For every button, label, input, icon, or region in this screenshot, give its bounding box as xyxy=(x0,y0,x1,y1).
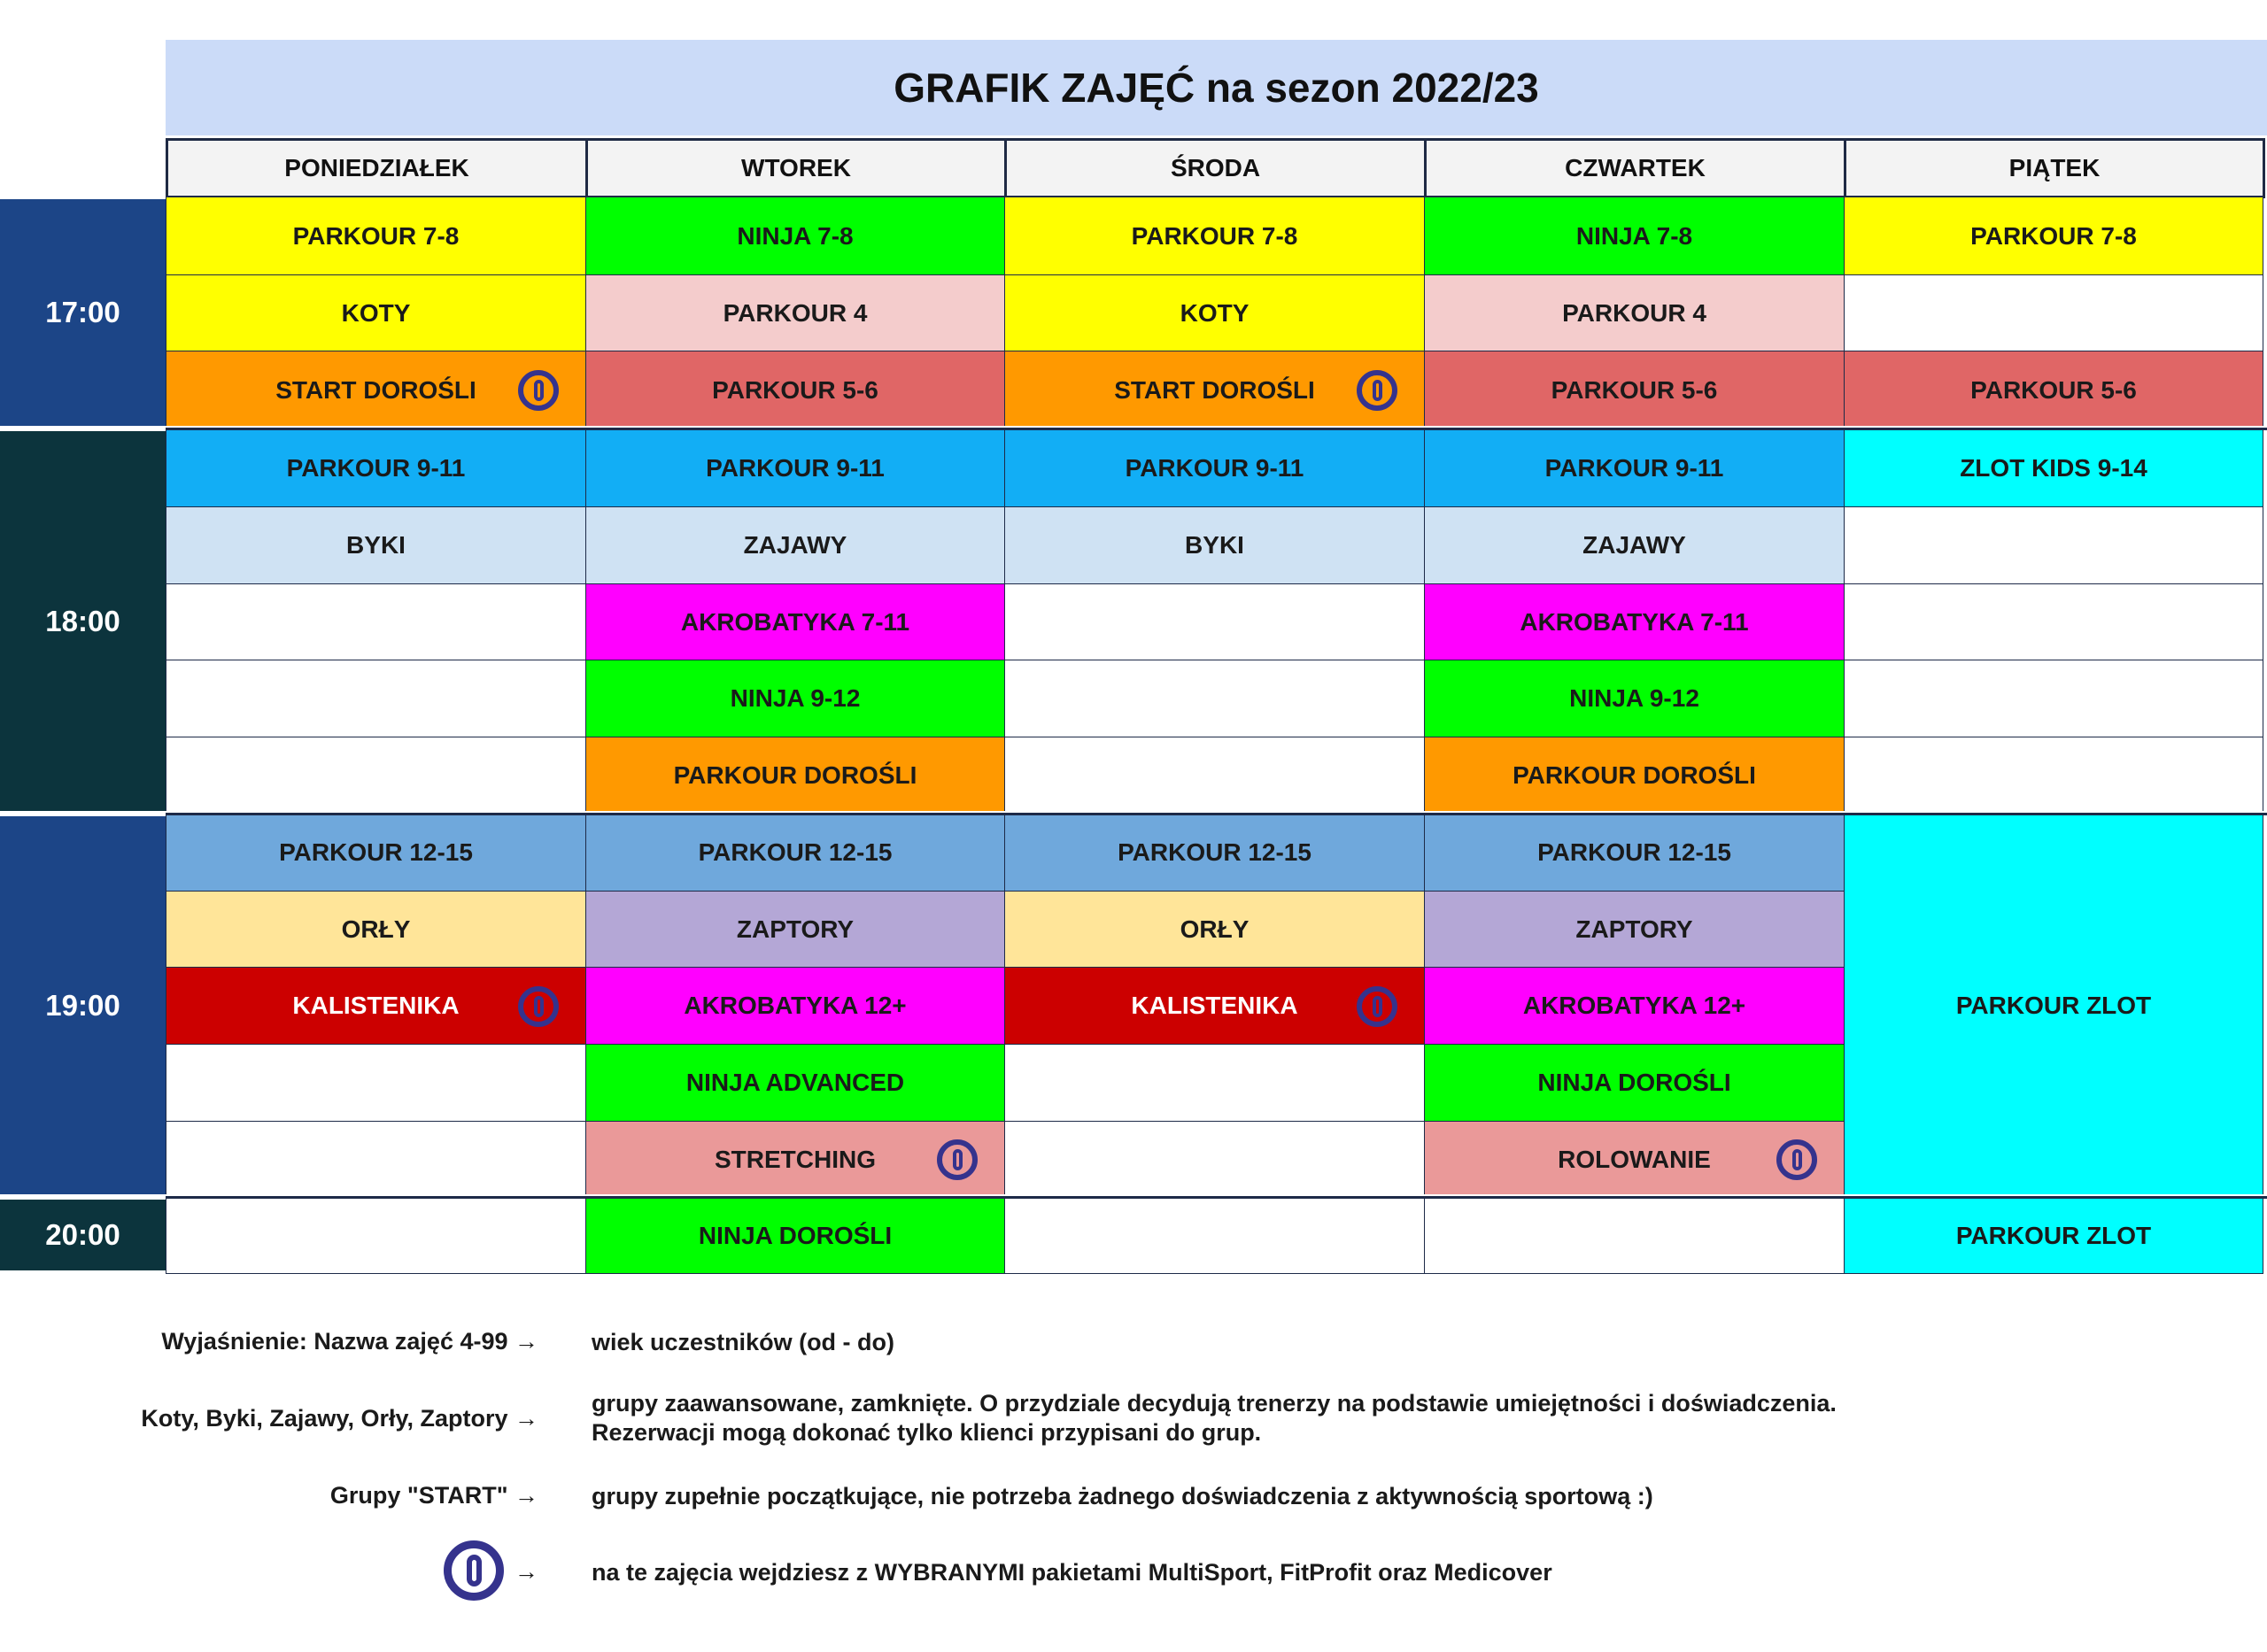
class-cell xyxy=(1424,660,1845,737)
class-name: ORŁY xyxy=(341,915,411,943)
time-slot-label: 19:00 xyxy=(0,816,166,1194)
class-name: NINJA DOROŚLI xyxy=(1537,1069,1731,1096)
class-cell xyxy=(585,737,1005,814)
class-name: BYKI xyxy=(346,531,406,559)
class-cell xyxy=(1424,274,1845,351)
multisport-icon xyxy=(1357,370,1397,411)
legend-line3-text: grupy zupełnie początkujące, nie potrzeba żadnego doświadczenia z aktywnością sportową :) xyxy=(592,1483,1653,1509)
class-name: ZAJAWY xyxy=(743,531,847,559)
empty-cell xyxy=(1844,506,2263,584)
class-name: PARKOUR 12-15 xyxy=(1118,838,1311,866)
class-cell xyxy=(166,351,586,429)
class-cell xyxy=(1424,583,1845,660)
time-block-separator-line xyxy=(166,428,2267,430)
class-cell xyxy=(1424,1044,1845,1122)
class-name: NINJA 9-12 xyxy=(1569,684,1699,712)
empty-cell xyxy=(1004,583,1425,660)
class-cell xyxy=(1844,197,2263,275)
class-cell xyxy=(585,814,1005,892)
empty-cell xyxy=(166,1121,586,1198)
class-name: PARKOUR DOROŚLI xyxy=(1513,761,1756,789)
class-name: AKROBATYKA 7-11 xyxy=(680,607,910,636)
class-cell xyxy=(585,428,1005,507)
class-cell xyxy=(585,891,1005,968)
class-cell xyxy=(1004,274,1425,351)
class-name: PARKOUR ZLOT xyxy=(1955,992,2152,1019)
class-cell xyxy=(585,1044,1005,1122)
day-header: ŚRODA xyxy=(1004,138,1427,198)
class-name: NINJA 7-8 xyxy=(737,221,854,250)
empty-cell xyxy=(1844,583,2263,660)
class-name: ORŁY xyxy=(1180,915,1250,943)
class-cell xyxy=(1424,967,1845,1045)
class-name: AKROBATYKA 12+ xyxy=(684,992,907,1019)
class-cell xyxy=(166,891,586,968)
class-name: KOTY xyxy=(1180,298,1250,327)
empty-cell xyxy=(1004,1197,1425,1274)
class-cell xyxy=(166,506,586,584)
class-name: BYKI xyxy=(1185,531,1244,559)
time-block-separator-line xyxy=(166,813,2267,815)
class-cell xyxy=(1424,1121,1845,1198)
class-cell xyxy=(1004,197,1425,275)
class-name: PARKOUR 9-11 xyxy=(286,453,466,482)
schedule-title: GRAFIK ZAJĘĆ na sezon 2022/23 xyxy=(166,40,2267,135)
class-cell xyxy=(1004,891,1425,968)
class-name: PARKOUR 7-8 xyxy=(1131,221,1298,250)
legend-line2-text xyxy=(592,1389,1837,1447)
class-cell xyxy=(1424,814,1845,892)
class-name: PARKOUR 9-11 xyxy=(1544,453,1724,482)
empty-cell xyxy=(1004,1044,1425,1122)
empty-cell xyxy=(1844,660,2263,737)
class-cell xyxy=(585,506,1005,584)
empty-cell xyxy=(166,737,586,814)
class-cell xyxy=(166,274,586,351)
class-name: NINJA ADVANCED xyxy=(685,1069,905,1096)
empty-cell xyxy=(1844,274,2263,351)
class-name: ROLOWANIE xyxy=(1558,1145,1711,1173)
day-header: WTOREK xyxy=(585,138,1007,198)
class-name: NINJA DOROŚLI xyxy=(698,1221,893,1249)
class-cell xyxy=(585,197,1005,275)
class-cell xyxy=(1424,891,1845,968)
class-cell xyxy=(1004,506,1425,584)
class-cell xyxy=(1844,814,2263,1198)
legend-line4-text: na te zajęcia wejdziesz z WYBRANYMI pakietami MultiSport, FitProfit oraz Medicover xyxy=(592,1559,1552,1586)
class-name: PARKOUR 5-6 xyxy=(1970,375,2137,404)
class-cell xyxy=(1424,506,1845,584)
class-cell xyxy=(1844,1197,2263,1274)
class-cell xyxy=(1424,737,1845,814)
class-name: AKROBATYKA 12+ xyxy=(1522,992,1746,1019)
class-cell xyxy=(1424,351,1845,429)
class-cell xyxy=(1424,197,1845,275)
day-header: PIĄTEK xyxy=(1844,138,2265,198)
class-name: PARKOUR 9-11 xyxy=(706,453,885,482)
class-name: STRETCHING xyxy=(715,1145,876,1173)
empty-cell xyxy=(1004,1121,1425,1198)
class-name: PARKOUR 7-8 xyxy=(292,221,460,250)
class-name: PARKOUR 7-8 xyxy=(1970,221,2137,250)
class-name: PARKOUR 9-11 xyxy=(1125,453,1304,482)
class-cell xyxy=(585,351,1005,429)
class-cell xyxy=(585,967,1005,1045)
class-name: START DOROŚLI xyxy=(275,375,476,404)
class-cell xyxy=(585,274,1005,351)
multisport-icon xyxy=(937,1139,978,1180)
multisport-icon xyxy=(1357,986,1397,1027)
multisport-icon xyxy=(518,370,559,411)
class-cell xyxy=(1004,814,1425,892)
class-name: PARKOUR 12-15 xyxy=(698,838,893,866)
class-name: PARKOUR 4 xyxy=(723,298,868,327)
empty-cell xyxy=(166,660,586,737)
class-cell xyxy=(585,583,1005,660)
class-name: PARKOUR DOROŚLI xyxy=(673,761,917,789)
class-cell xyxy=(1004,428,1425,507)
class-name: KALISTENIKA xyxy=(1131,992,1298,1019)
legend-line2-key: Koty, Byki, Zajawy, Orły, Zaptory → xyxy=(141,1405,538,1432)
class-name: KOTY xyxy=(341,298,411,327)
class-cell xyxy=(1844,351,2263,429)
class-cell xyxy=(1844,428,2263,507)
day-header: PONIEDZIAŁEK xyxy=(166,138,588,198)
class-name: PARKOUR 5-6 xyxy=(712,375,878,404)
legend-line1-text: wiek uczestników (od - do) xyxy=(592,1329,895,1355)
legend-line2-text-1: grupy zaawansowane, zamknięte. O przydziale decydują trenerzy na podstawie umiejętności i doświadczenia. xyxy=(592,1390,1837,1417)
legend-line2-text-2: Rezerwacji mogą dokonać tylko klienci przypisani do grup. xyxy=(592,1419,1262,1446)
empty-cell xyxy=(1004,737,1425,814)
legend-line3-key: Grupy "START" → xyxy=(329,1482,538,1509)
class-cell xyxy=(585,660,1005,737)
time-slot-label: 20:00 xyxy=(0,1200,166,1270)
class-name: ZLOT KIDS 9-14 xyxy=(1960,453,2147,482)
empty-cell xyxy=(166,1197,586,1274)
time-slot-label: 18:00 xyxy=(0,431,166,811)
class-cell xyxy=(166,197,586,275)
class-name: ZAPTORY xyxy=(1575,915,1693,943)
class-cell xyxy=(1004,967,1425,1045)
day-header: CZWARTEK xyxy=(1424,138,1846,198)
class-name: AKROBATYKA 7-11 xyxy=(1520,607,1749,636)
legend-line1-key: Wyjaśnienie: Nazwa zajęć 4-99 → xyxy=(161,1328,538,1355)
empty-cell xyxy=(1004,660,1425,737)
class-cell xyxy=(1004,351,1425,429)
class-cell xyxy=(166,428,586,507)
class-name: PARKOUR 5-6 xyxy=(1551,375,1718,404)
time-block-separator-line xyxy=(166,1196,2267,1199)
class-cell xyxy=(585,1121,1005,1198)
empty-cell xyxy=(166,583,586,660)
multisport-icon xyxy=(1776,1139,1817,1180)
class-name: NINJA 7-8 xyxy=(1575,221,1693,250)
class-cell xyxy=(1424,428,1845,507)
empty-cell xyxy=(1424,1197,1845,1274)
class-name: KALISTENIKA xyxy=(292,992,460,1019)
legend-line4-arrow: → xyxy=(515,1558,538,1585)
class-name: PARKOUR 12-15 xyxy=(1537,838,1731,866)
class-cell xyxy=(585,1197,1005,1274)
class-name: NINJA 9-12 xyxy=(730,684,861,712)
class-name: START DOROŚLI xyxy=(1114,375,1315,404)
time-slot-label: 17:00 xyxy=(0,199,166,426)
empty-cell xyxy=(166,1044,586,1122)
multisport-icon xyxy=(518,986,559,1027)
class-name: PARKOUR 12-15 xyxy=(279,838,473,866)
class-name: ZAPTORY xyxy=(736,915,855,943)
class-cell xyxy=(166,967,586,1045)
class-cell xyxy=(166,814,586,892)
empty-cell xyxy=(1844,737,2263,814)
class-name: PARKOUR 4 xyxy=(1562,298,1706,327)
class-name: ZAJAWY xyxy=(1582,531,1686,559)
class-name: PARKOUR ZLOT xyxy=(1955,1221,2152,1249)
